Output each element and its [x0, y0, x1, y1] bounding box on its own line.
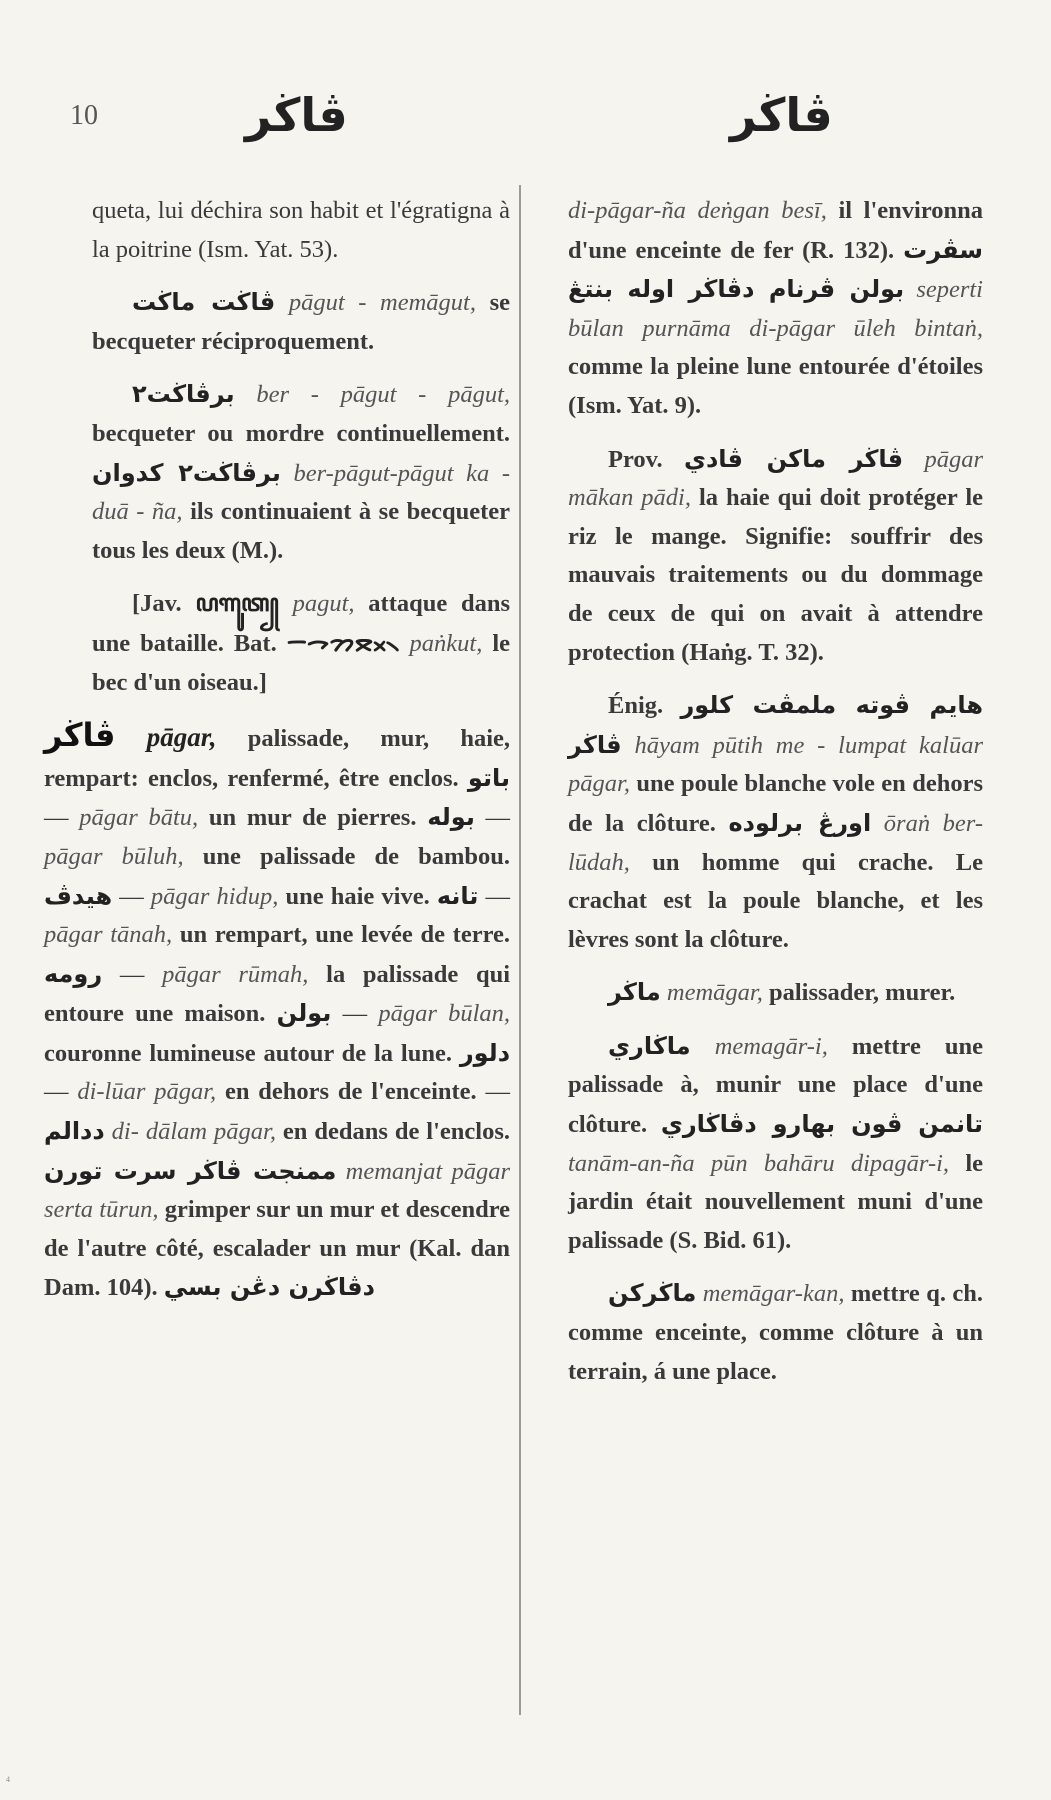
transliteration: di-pāgar-ña deṅgan besī,: [568, 197, 827, 224]
arabic-example: هايم ڤوته ملمڤت كلور ڤاڬر: [568, 691, 984, 759]
transliteration: di-lūar pāgar,: [77, 1078, 217, 1106]
transliteration: memāgar-kan,: [702, 1280, 845, 1308]
transliteration: pāgar bātu,: [79, 804, 199, 832]
definition: il l'environna d'une enceinte de fer (R. 132).: [568, 197, 984, 264]
definition: en dedans de l'enclos.: [282, 1118, 511, 1146]
definition: mettre une palissade à, munir une place d'une clôture.: [568, 1032, 983, 1139]
transliteration: memāgar,: [666, 979, 763, 1007]
arabic-term: هيدڤ: [44, 881, 113, 910]
transliteration: pāgar būluh,: [44, 842, 184, 870]
definition: en dehors de l'enceinte.: [224, 1078, 477, 1106]
arabic-term: ددالم: [44, 1117, 105, 1146]
subentry-ber-pagut: [92, 375, 510, 570]
arabic-term: تانه: [436, 881, 479, 910]
definition: grimper sur un mur et descendre de l'autre côté, escalader un mur (Kal. dan Dam. 104).: [44, 1196, 510, 1302]
arabic-term: رومه: [44, 959, 103, 988]
proverb-label: Prov.: [608, 445, 663, 473]
arabic-example: سڤرت بولن ڤرنام دڤاڬر اوله بنتڠ: [568, 235, 984, 304]
definition: la haie qui doit protéger le riz le mange. Signifie: souffrir des mauvais traitements ou du dommage de ceux de qui on avait à attendre protection (Haṅg. T. 32).: [568, 484, 984, 666]
arabic-term: بولن: [276, 999, 332, 1028]
corner-mark: 4: [6, 1775, 10, 1784]
running-head-left: ڤاڬر: [245, 88, 348, 142]
definition: ils continuaient à se becqueter tous les deux (M.).: [92, 498, 511, 564]
running-head-right: ڤاڬر: [730, 88, 833, 142]
arabic-term: بوله: [427, 803, 475, 832]
transliteration: hāyam pūtih me - lumpat kalūar pāgar,: [568, 731, 983, 798]
transliteration: di- dālam pāgar,: [111, 1118, 276, 1146]
transliteration: memagār-i,: [714, 1032, 828, 1060]
etym-text: le bec d'un oiseau.]: [92, 629, 511, 696]
definition: un mur de pierres.: [208, 804, 417, 832]
definition: une poule blanche vole en dehors de la clôture.: [568, 770, 983, 837]
arabic-term: ماڬاري: [608, 1031, 691, 1060]
arabic-example: تانمن ڤون بهارو دڤاڬاري: [660, 1110, 983, 1139]
transliteration: pāgar mākan pādi,: [568, 445, 983, 512]
continuation-text: queta, lui déchira son habit et l'égratigna à la poitrine (Ism. Yat. 53).: [92, 197, 510, 263]
enigma: [568, 686, 983, 959]
transliteration: pagut,: [292, 590, 355, 618]
entry-continuation: [568, 192, 983, 426]
definition: palissade, mur, haie, rempart: enclos, renfermé, être enclos.: [44, 725, 511, 792]
page-number: 10: [70, 100, 98, 131]
definition: mettre q. ch. comme enceinte, comme clôture à un terrain, á une place.: [568, 1280, 983, 1385]
right-column: [568, 192, 983, 1405]
javanese-script: ꦥꦒꦸꦠ꧀: [195, 589, 279, 618]
definition: un rempart, une levée de terre.: [179, 921, 511, 949]
enigma-label: Énig.: [608, 692, 664, 720]
arabic-term: ماڬر: [608, 978, 661, 1007]
arabic-example: برڤاڬت٢ كدوان: [92, 458, 281, 487]
subentry-memagari: [568, 1027, 983, 1261]
definition: le jardin était nouvellement muni d'une palissade (S. Bid. 61).: [568, 1149, 984, 1254]
transliteration: paṅkut,: [409, 629, 483, 657]
headword-arabic: ڤاڬر: [44, 716, 116, 755]
transliteration: memanjat pāgar serta tūrun,: [44, 1157, 510, 1224]
definition: une palissade de bambou.: [202, 842, 510, 870]
arabic-example: ڤاڬر ماكن ڤادي: [683, 444, 904, 473]
arabic-term: برڤاڬت٢: [132, 380, 235, 409]
subentry-memagarkan: [568, 1274, 983, 1391]
transliteration: pāgar būlan,: [378, 1000, 511, 1028]
arabic-example: دڤاڬرن دڠن بسي: [163, 1273, 375, 1302]
transliteration: pāgut - memāgut,: [288, 289, 476, 317]
transliteration: ber - pāgut - pāgut,: [256, 381, 510, 409]
transliteration: seperti būlan purnāma di-pāgar ūleh bintaṅ,: [568, 276, 983, 342]
definition: palissader, murer.: [768, 979, 956, 1007]
batak-script: ᯇᯎᯂᯬᯖ᯲: [286, 628, 400, 657]
arabic-example: اورڠ برلوده: [728, 808, 872, 837]
definition: la palissade qui entoure une maison.: [44, 960, 511, 1028]
definition: couronne lumineuse autour de la lune.: [44, 1039, 452, 1067]
definition: un homme qui crache. Le crachat est la poule blanche, et les lèvres sont la clôture.: [568, 848, 983, 953]
transliteration: ōraṅ ber-lūdah,: [568, 809, 984, 876]
definition: une haie vive.: [285, 882, 430, 910]
transliteration: tanām-an-ña pūn bahāru dipagār-i,: [568, 1149, 950, 1177]
arabic-term: دلور: [459, 1038, 511, 1067]
etymology-note: [92, 584, 510, 702]
entry-continuation: [92, 192, 510, 269]
etym-label: [Jav.: [132, 590, 182, 618]
definition: comme la pleine lune entourée d'étoiles (Ism. Yat. 9).: [568, 353, 983, 419]
headword: pāgar,: [146, 722, 217, 753]
arabic-term: باتو: [467, 763, 510, 792]
transliteration: pāgar rūmah,: [162, 960, 309, 988]
arabic-term: ماڬركن: [608, 1279, 697, 1308]
etym-text: attaque dans une bataille. Bat.: [92, 590, 511, 657]
proverb: [568, 440, 983, 673]
transliteration: pāgar tānah,: [44, 921, 173, 949]
arabic-example: ممنجت ڤاڬر سرت تورن: [44, 1156, 337, 1185]
definition: se becqueter réciproquement.: [92, 289, 511, 355]
transliteration: pāgar hidup,: [150, 882, 279, 910]
column-divider: [519, 185, 521, 1715]
definition: becqueter ou mordre continuellement.: [92, 419, 510, 447]
subentry-pagut-memagut: [92, 283, 510, 361]
transliteration: ber-pāgut-pāgut ka - duā - ña,: [92, 459, 510, 526]
arabic-term: ڤاڬت ماڬت: [132, 288, 276, 317]
left-column: [44, 192, 511, 1322]
subentry-memagar: [568, 973, 983, 1013]
entry-pagar: ڤاڬر pāgar, palissade, mur, haie, rempart: enclos, renfermé, être enclos. باتو — pāgar bātu, un mur de pierres. بوله — pāgar būluh, une palissade de bambou. هيدڤ — pāgar hidup, une haie vive. تانه — pāgar tānah, un rempart, une levée de terre. رومه — pāgar rūmah, la palissade qui entoure une maison. بولن — pāgar būlan, couronne lumineuse autour de la lune. دلور — di-lūar pāgar, en dehors de l'enceinte. — ددالم di- dālam pāgar, en dedans de l'enclos. ممنجت ڤاڬر سرت تورن memanjat pāgar serta tūrun, grimper sur un mur et descendre de l'autre côté, escalader un mur (Kal. dan Dam. 104). دڤاڬرن دڠن بسي: [44, 716, 511, 1302]
